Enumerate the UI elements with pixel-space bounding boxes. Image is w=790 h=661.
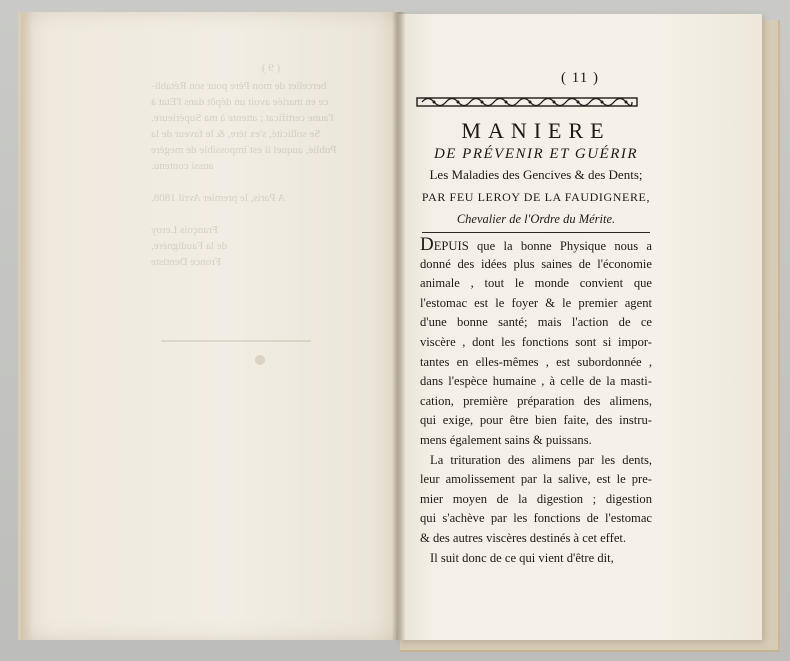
text-line: mier moyen de la digestion ; digestion: [420, 491, 652, 506]
left-page: [18, 12, 403, 640]
bleed-line: l'aune certificat ; attente à ma Supérieure.: [151, 112, 334, 124]
right-page: [398, 14, 762, 640]
text-line: cation, première préparation des alimens,: [420, 393, 652, 408]
text-line: mens également sains & puissans.: [420, 432, 592, 447]
bleed-line: ce en mariée avoit un dépôt dans l'Etat à: [151, 96, 329, 108]
text-line: qui exige, pour être bien faite, des instru-: [420, 413, 652, 428]
page-number: ( 11 ): [561, 70, 599, 86]
bleed-line: [151, 206, 391, 222]
bleed-line: de la Faudignère,: [151, 240, 228, 252]
chapter-title: MANIERE: [461, 118, 611, 143]
chapter-title-line: Les Maladies des Gencives & des Dents;: [429, 167, 643, 182]
chapter-text-block: [420, 118, 652, 568]
drop-cap: D: [420, 234, 434, 255]
author-line: PAR FEU LEROY DE LA FAUDIGNERE,: [421, 190, 651, 204]
paragraph-3: [420, 549, 652, 569]
text-line: d'une bonne santé; mais l'action de ce: [420, 315, 652, 330]
bleed-line: berceller de mon Père pour son Rétabli-: [151, 80, 327, 92]
author-title: Chevalier de l'Ordre du Mérite.: [456, 212, 616, 226]
text-line: l'estomac est le foyer & le premier agent: [420, 295, 652, 310]
text-line-rest: EPUIS que la bonne Physique nous a: [433, 239, 652, 253]
left-page-faint-rule: [161, 340, 311, 342]
text-line: & des autres viscères destinés à cet effet.: [420, 530, 627, 545]
bleed-line: [151, 174, 391, 190]
text-line: animale , tout le monde convient que: [420, 276, 652, 291]
text-line: dans l'espèce humaine , à celle de la masti-: [420, 374, 652, 389]
text-line: La trituration des alimens par les dents,: [430, 452, 652, 467]
bleed-line: François Leroy: [151, 224, 218, 236]
left-page-bleed-through-text: [151, 60, 391, 270]
text-line: Il suit donc de ce qui vient d'être dit,: [430, 550, 614, 565]
text-line: [420, 235, 652, 255]
left-page-stain: [255, 355, 265, 365]
bleed-line: Se sollicité, s'ex tère, & le faveur de la: [151, 128, 321, 140]
bleed-line: Fronce Dentiste: [151, 256, 221, 268]
paragraph-1: [420, 235, 652, 451]
text-line: donné des idées plus saines de l'économie: [420, 256, 652, 271]
book-gutter: [392, 12, 406, 640]
bleed-line: Publié, auquel il est impossible de megère: [151, 144, 337, 156]
left-page-frayed-edge: [21, 12, 33, 640]
bleed-line: aussi contenu.: [151, 160, 214, 172]
paragraph-2: [420, 451, 652, 549]
text-line: viscère , dont les fonctions sont si impor-: [420, 334, 652, 349]
title-divider-rule: [422, 232, 650, 233]
text-line: tantes en elles-mêmes , est subordonnée ,: [420, 354, 652, 369]
bleed-line: A Paris, le premier Avril 1808.: [151, 192, 286, 204]
chapter-subtitle: DE PRÉVENIR ET GUÉRIR: [433, 146, 639, 162]
text-line: leur amolissement par la salive, est le pre-: [420, 472, 652, 487]
bleed-line: ( 9 ): [261, 62, 281, 74]
text-line: qui s'achève par les fonctions de l'estomac: [420, 511, 652, 526]
ornamental-headpiece: [416, 92, 638, 112]
